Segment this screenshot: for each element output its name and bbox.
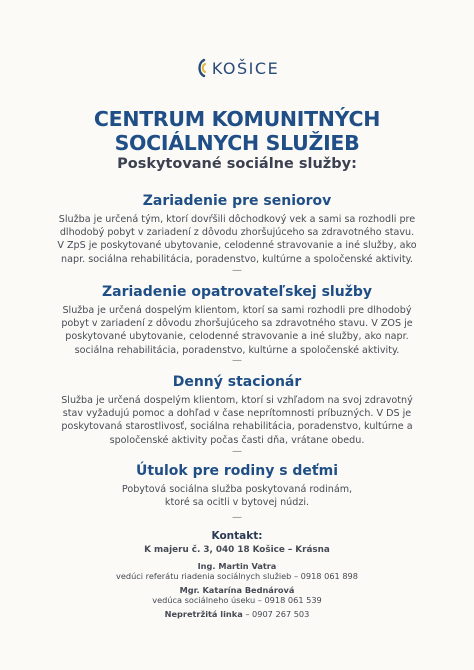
contact-person-1-role: vedúci referátu riadenia sociálnych služieb – 0918 061 898 <box>116 571 358 581</box>
text-line: poskytovaná starostlivosť, sociálna rehabilitácia, poradenstvo, kultúrne a <box>61 421 413 433</box>
divider: — <box>232 512 242 523</box>
text-line: Pobytová sociálna služba poskytovaná rodinám, <box>121 484 353 495</box>
section-text-seniors <box>0 213 474 266</box>
text-line: Služba je určená dospelým klientom, ktorí si vzhľadom na svoj zdravotný <box>61 395 413 406</box>
hotline-label: Nepretržitá linka <box>164 609 243 619</box>
section-text-day-care <box>0 394 474 447</box>
section-text-shelter <box>0 483 474 509</box>
contact-person-2-name: Mgr. Katarína Bednárová <box>179 585 295 595</box>
section-heading-care-facility: Zariadenie opatrovateľskej služby <box>101 284 372 300</box>
contact-address: K majeru č. 3, 040 18 Košice – Krásna <box>144 545 330 555</box>
divider: — <box>232 446 242 457</box>
contact-person-1-name: Ing. Martin Vatra <box>197 561 277 571</box>
contact-hotline <box>0 609 474 620</box>
section-heading-shelter: Útulok pre rodiny s deťmi <box>135 463 339 479</box>
section-heading-seniors: Zariadenie pre seniorov <box>142 193 332 209</box>
text-line: pobyt v zariadení z dôvodu zhoršujúceho sa zdravotného stavu. V ZOS je <box>61 318 413 330</box>
text-line: sociálna rehabilitácia, poradenstvo, kultúrne a spoločenské aktivity. <box>74 344 400 356</box>
text-line: napr. sociálna rehabilitácia, poradenstvo, kultúrne a spoločenské aktivity. <box>61 253 413 265</box>
page-title-line-2: SOCIÁLNYCH SLUŽIEB <box>114 131 360 155</box>
text-line: poskytované ubytovanie, celodenné stravovanie a iné služby, ako napr. <box>65 331 409 343</box>
hotline-number: – 0907 267 503 <box>245 609 310 619</box>
page-subtitle: Poskytované sociálne služby: <box>117 156 357 172</box>
page-title-line-1: CENTRUM KOMUNITNÝCH <box>93 107 381 131</box>
kosice-logo <box>0 58 474 78</box>
divider: — <box>232 265 242 276</box>
contact-heading: Kontakt: <box>211 530 263 542</box>
text-line: spoločenské aktivity počas časti dňa, vrátane obedu. <box>109 434 365 446</box>
text-line: stav vyžadujú pomoc a dohľad v čase neprítomnosti príbuzných. V DS je <box>62 408 412 420</box>
text-line: ktoré sa ocitli v bytovej núdzi. <box>164 497 310 509</box>
text-line: Služba je určená tým, ktorí dovŕšili dôchodkový vek a sami sa rozhodli pre <box>58 214 416 225</box>
logo-text: KOŠICE <box>211 58 280 78</box>
text-line: Služba je určená dospelým klientom, ktorí sa sami rozhodli pre dlhodobý <box>62 305 412 316</box>
divider: — <box>232 355 242 366</box>
contact-person-2-role: vedúca sociálneho úseku – 0918 061 539 <box>152 595 322 605</box>
text-line: dlhodobý pobyt v zariadení z dôvodu zhoršujúceho sa zdravotného stavu. <box>59 227 415 239</box>
kosice-logo-icon <box>195 58 209 78</box>
section-text-care-facility <box>0 304 474 357</box>
section-heading-day-care: Denný stacionár <box>172 374 302 390</box>
text-line: V ZpS je poskytované ubytovanie, celodenné stravovanie a iné služby, ako <box>57 240 417 252</box>
